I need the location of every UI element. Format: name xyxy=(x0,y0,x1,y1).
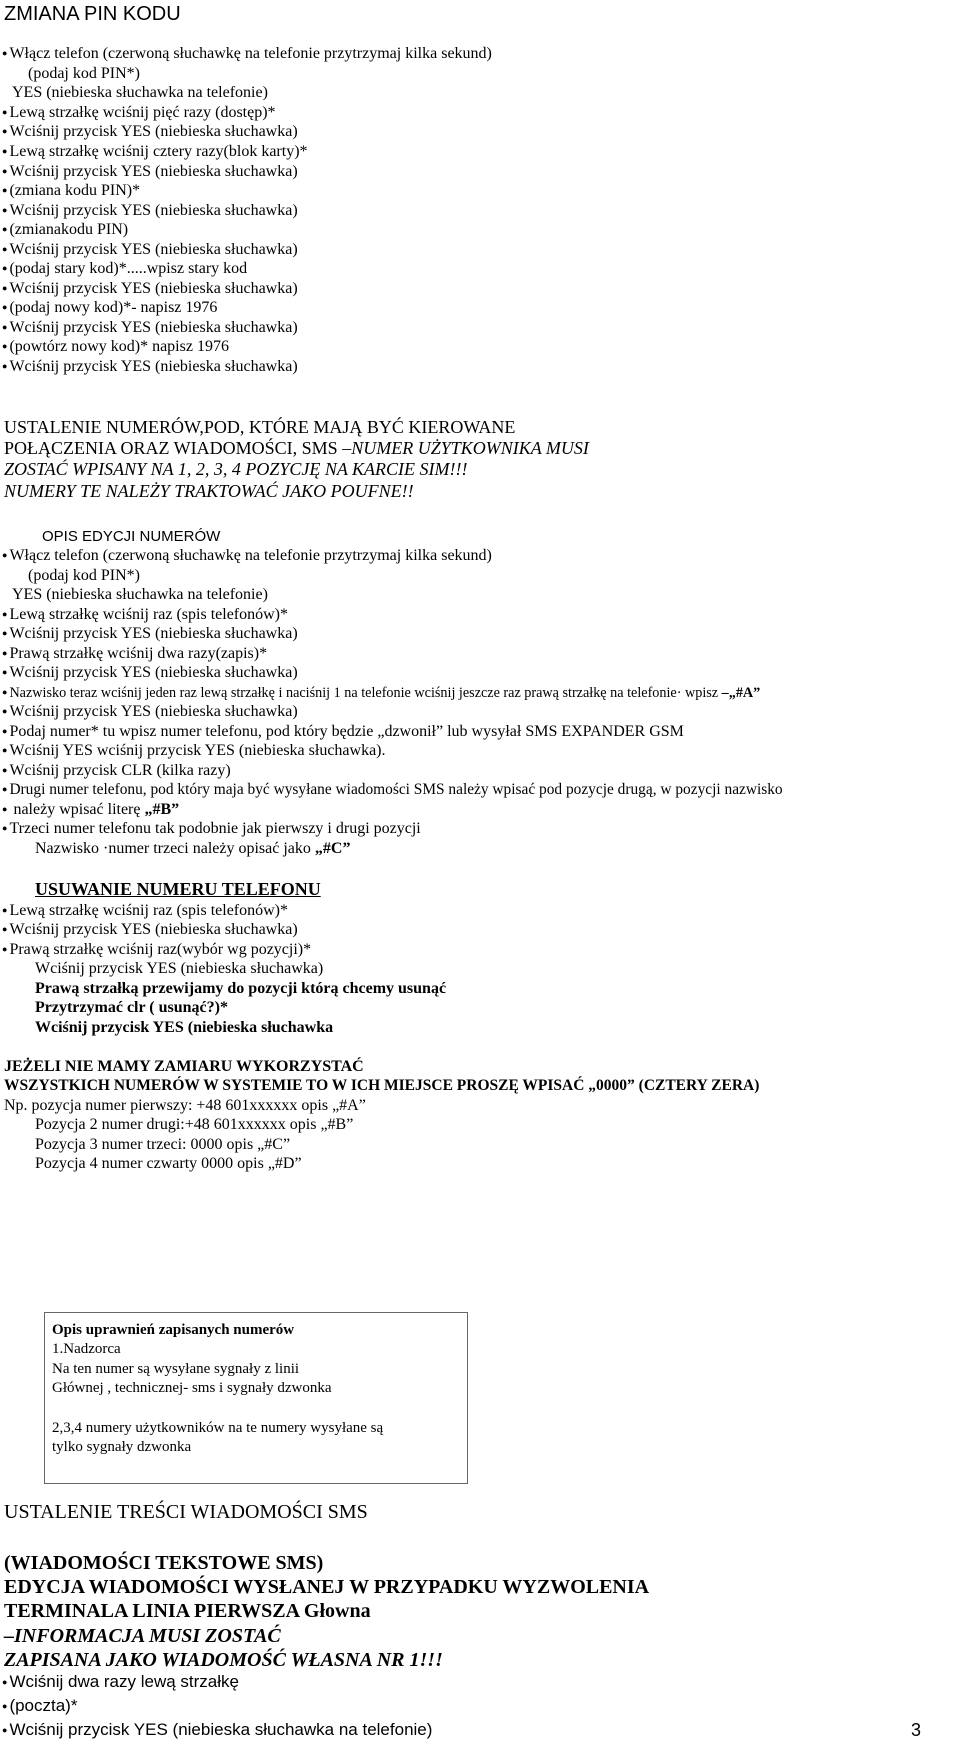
pin-step-17: ● Wciśnij przycisk YES (niebieska słuchawka) xyxy=(2,357,298,378)
pin-step-5: ● Wciśnij przycisk YES (niebieska słuchawka) xyxy=(2,122,298,143)
edit-step-8 xyxy=(2,683,760,704)
zero-line-4: Pozycja 2 numer drugi:+48 601xxxxxx opis „#B” xyxy=(35,1116,354,1133)
page-number: 3 xyxy=(911,1720,922,1740)
edit-step-15: ● Trzeci numer telefonu tak podobnie jak pierwszy i drugi pozycji xyxy=(2,819,421,840)
edit-step-14-code: „#B” xyxy=(144,801,180,818)
permissions-line-4: 2,3,4 numery użytkowników na te numery wysyłane są xyxy=(52,1420,384,1436)
sms-line-6: ● Wciśnij dwa razy lewą strzałkę xyxy=(2,1672,239,1694)
edit-step-8-code: –„#A” xyxy=(721,685,761,701)
pin-step-2: (podaj kod PIN*) xyxy=(28,65,140,82)
edit-step-3: YES (niebieska słuchawka na telefonie) xyxy=(12,586,268,603)
zero-line-2: WSZYSTKICH NUMERÓW W SYSTEMIE TO W ICH MIEJSCE PROSZĘ WPISAĆ „0000” (CZTERY ZERA) xyxy=(4,1077,760,1094)
edit-step-14-text: należy wpisać literę xyxy=(9,801,145,818)
remove-section-title: USUWANIE NUMERU TELEFONU xyxy=(35,879,321,899)
edit-section-title: OPIS EDYCJI NUMERÓW xyxy=(42,528,221,545)
edit-step-8-text: Nazwisko teraz wciśnij jeden raz lewą strzałkę i naciśnij 1 na telefonie wciśnij jeszcze raz prawą strzałkę na telefonie· wpisz xyxy=(9,685,722,701)
sms-line-1: (WIADOMOŚCI TEKSTOWE SMS) xyxy=(4,1552,324,1574)
pin-step-11: ● Wciśnij przycisk YES (niebieska słuchawka) xyxy=(2,240,298,261)
pin-step-7: ● Wciśnij przycisk YES (niebieska słuchawka) xyxy=(2,162,298,183)
pin-step-12: ● (podaj stary kod)*.....wpisz stary kod xyxy=(2,259,247,280)
edit-step-12: ● Wciśnij przycisk CLR (kilka razy) xyxy=(2,761,231,782)
numbers-heading-line-2-plain: POŁĄCZENIA ORAZ WIADOMOŚCI, SMS xyxy=(4,438,343,458)
edit-step-6: ● Prawą strzałkę wciśnij dwa razy(zapis)* xyxy=(2,644,267,665)
pin-step-13: ● Wciśnij przycisk YES (niebieska słuchawka) xyxy=(2,279,298,300)
edit-step-4: ● Lewą strzałkę wciśnij raz (spis telefonów)* xyxy=(2,605,288,626)
pin-step-8: ● (zmiana kodu PIN)* xyxy=(2,181,140,202)
edit-step-1: ● Włącz telefon (czerwoną słuchawkę na telefonie przytrzymaj kilka sekund) xyxy=(2,546,492,567)
edit-step-14 xyxy=(2,800,179,821)
permissions-line-3: Głównej , technicznej- sms i sygnały dzwonka xyxy=(52,1380,332,1396)
edit-step-16-text: Nazwisko ·numer trzeci należy opisać jako xyxy=(35,840,315,857)
zero-line-6: Pozycja 4 numer czwarty 0000 opis „#D” xyxy=(35,1155,302,1172)
remove-step-2: ● Wciśnij przycisk YES (niebieska słuchawka) xyxy=(2,920,298,941)
pin-step-15: ● Wciśnij przycisk YES (niebieska słuchawka) xyxy=(2,318,298,339)
edit-step-16 xyxy=(35,839,350,859)
remove-step-5: Prawą strzałką przewijamy do pozycji którą chcemy usunąć xyxy=(35,980,447,997)
numbers-heading-line-2 xyxy=(4,437,589,459)
pin-step-4: ● Lewą strzałkę wciśnij pięć razy (dostęp)* xyxy=(2,103,276,124)
sms-line-2: EDYCJA WIADOMOŚCI WYSŁANEJ W PRZYPADKU WYZWOLENIA xyxy=(4,1576,650,1598)
sms-line-5: ZAPISANA JAKO WIADOMOŚĆ WŁASNA NR 1!!! xyxy=(4,1649,443,1671)
sms-line-7: ● (poczta)* xyxy=(2,1696,77,1718)
pin-step-14: ● (podaj nowy kod)*- napisz 1976 xyxy=(2,298,217,319)
zero-line-5: Pozycja 3 numer trzeci: 0000 opis „#C” xyxy=(35,1136,291,1153)
remove-step-1: ● Lewą strzałkę wciśnij raz (spis telefonów)* xyxy=(2,901,288,922)
numbers-heading-line-4: NUMERY TE NALEŻY TRAKTOWAĆ JAKO POUFNE!! xyxy=(4,481,414,501)
remove-step-7: Wciśnij przycisk YES (niebieska słuchawka xyxy=(35,1019,334,1036)
edit-step-16-code: „#C” xyxy=(314,840,351,857)
edit-step-13: ● Drugi numer telefonu, pod który maja być wysyłane wiadomości SMS należy wpisać pod pozycje drugą, w pozycji nazwisko xyxy=(2,780,783,801)
pin-step-6: ● Lewą strzałkę wciśnij cztery razy(blok karty)* xyxy=(2,142,308,163)
edit-step-10: ● Podaj numer* tu wpisz numer telefonu, pod który będzie „dzwonił” lub wysyłał SMS EXPANDER GSM xyxy=(2,722,684,743)
zero-line-3: Np. pozycja numer pierwszy: +48 601xxxxxx opis „#A” xyxy=(4,1097,366,1114)
pin-step-1: ● Włącz telefon (czerwoną słuchawkę na telefonie przytrzymaj kilka sekund) xyxy=(2,44,492,65)
remove-step-4: Wciśnij przycisk YES (niebieska słuchawka) xyxy=(35,960,324,977)
numbers-heading-line-3: ZOSTAĆ WPISANY NA 1, 2, 3, 4 POZYCJĘ NA KARCIE SIM!!! xyxy=(4,459,468,479)
sms-section-title: USTALENIE TREŚCI WIADOMOŚCI SMS xyxy=(4,1501,368,1523)
permissions-line-2: Na ten numer są wysyłane sygnały z linii xyxy=(52,1361,300,1377)
sms-line-4: –INFORMACJA MUSI ZOSTAĆ xyxy=(4,1625,281,1647)
numbers-heading-line-2-italic: –NUMER UŻYTKOWNIKA MUSI xyxy=(342,438,589,458)
edit-step-5: ● Wciśnij przycisk YES (niebieska słuchawka) xyxy=(2,624,298,645)
zero-line-1: JEŻELI NIE MAMY ZAMIARU WYKORZYSTAĆ xyxy=(4,1058,364,1075)
edit-step-2: (podaj kod PIN*) xyxy=(28,567,140,584)
pin-section-title: ZMIANA PIN KODU xyxy=(4,3,181,25)
permissions-line-5: tylko sygnały dzwonka xyxy=(52,1439,192,1455)
edit-step-9: ● Wciśnij przycisk YES (niebieska słuchawka) xyxy=(2,702,298,723)
remove-step-3: ● Prawą strzałkę wciśnij raz(wybór wg pozycji)* xyxy=(2,940,311,961)
pin-step-10: ● (zmianakodu PIN) xyxy=(2,220,128,241)
edit-step-11: ● Wciśnij YES wciśnij przycisk YES (niebieska słuchawka). xyxy=(2,741,386,762)
permissions-title: Opis uprawnień zapisanych numerów xyxy=(52,1322,295,1338)
numbers-heading-line-1: USTALENIE NUMERÓW,POD, KTÓRE MAJĄ BYĆ KIEROWANE xyxy=(4,417,516,437)
remove-step-6: Przytrzymać clr ( usunąć?)* xyxy=(35,999,228,1016)
pin-step-3: YES (niebieska słuchawka na telefonie) xyxy=(12,84,268,101)
sms-line-3: TERMINALA LINIA PIERWSZA Głowna xyxy=(4,1600,371,1622)
edit-step-7: ● Wciśnij przycisk YES (niebieska słuchawka) xyxy=(2,663,298,684)
permissions-line-1: 1.Nadzorca xyxy=(52,1341,121,1357)
pin-step-9: ● Wciśnij przycisk YES (niebieska słuchawka) xyxy=(2,201,298,222)
sms-line-8: ● Wciśnij przycisk YES (niebieska słuchawka na telefonie) xyxy=(2,1720,432,1742)
pin-step-16: ● (powtórz nowy kod)* napisz 1976 xyxy=(2,337,229,358)
